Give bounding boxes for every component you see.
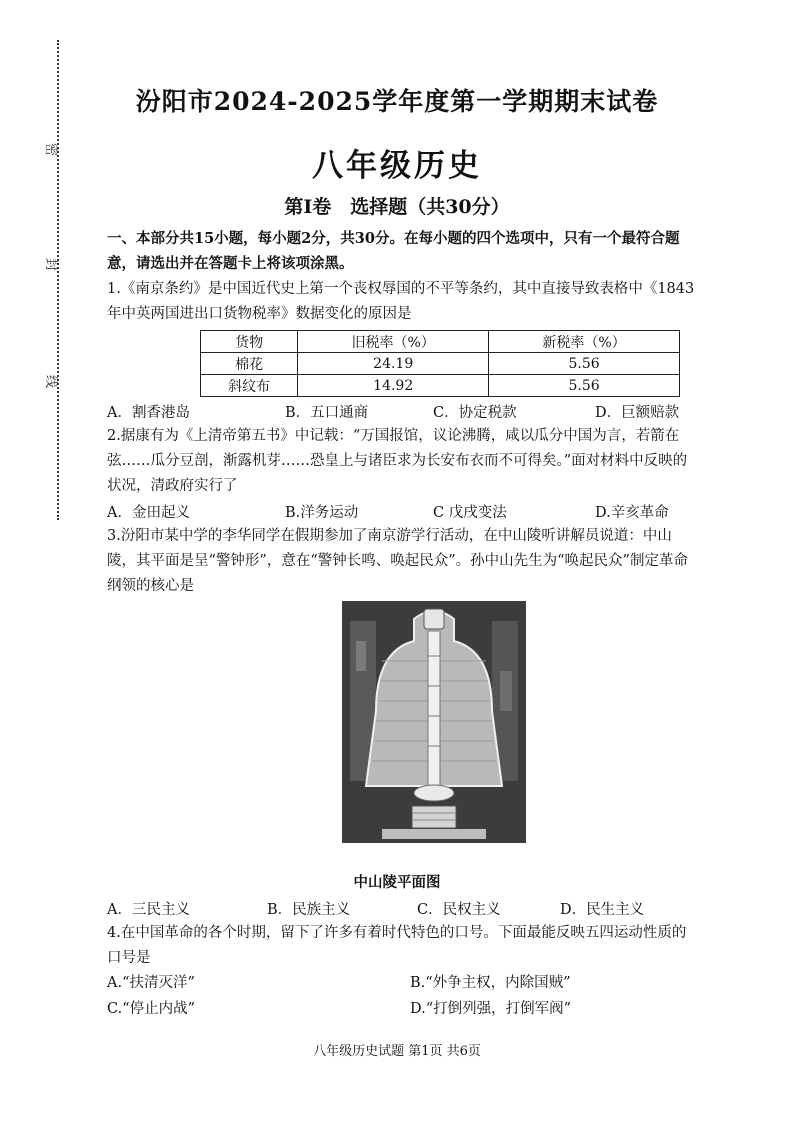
table-row xyxy=(201,375,680,397)
option-b[interactable]: B．民族主义 xyxy=(267,902,351,918)
table-row xyxy=(201,353,680,375)
figure-caption: 中山陵平面图 xyxy=(353,874,441,891)
instructions: 一、本部分共15小题，每小题2分，共30分。在每小题的四个选项中，只有一个最符合题意，请选出并在答题卡上将该项涂黑。 xyxy=(107,230,680,272)
binding-char-xian: 线 xyxy=(43,374,59,389)
option-d[interactable]: D．民生主义 xyxy=(560,902,645,918)
option-a[interactable]: A．金田起义 xyxy=(107,505,190,521)
question-3-options xyxy=(107,898,697,920)
mausoleum-plan-drawing xyxy=(342,601,526,843)
page-footer: 八年级历史试题 第1页 共6页 xyxy=(313,1044,481,1059)
question-2-options xyxy=(107,501,697,523)
option-d[interactable]: D．巨额赔款 xyxy=(595,405,680,421)
option-d[interactable]: D.辛亥革命 xyxy=(595,505,669,521)
option-c[interactable]: C 戊戌变法 xyxy=(433,505,507,521)
question-4-stem: 4.在中国革命的各个时期，留下了许多有着时代特色的口号。下面最能反映五四运动性质的口号是 xyxy=(107,925,687,966)
option-c[interactable]: C．协定税款 xyxy=(433,405,517,421)
binding-char-feng: 封 xyxy=(43,257,59,272)
option-c[interactable]: C．民权主义 xyxy=(417,902,501,918)
tax-rate-table xyxy=(200,330,680,397)
option-a[interactable]: A．割香港岛 xyxy=(107,405,190,421)
option-a[interactable]: A.“扶清灭洋” xyxy=(107,975,195,991)
table-header-cell: 旧税率（%） xyxy=(298,331,489,353)
option-b[interactable]: B.“外争主权，内除国贼” xyxy=(410,975,571,991)
question-4-options-row-2 xyxy=(107,997,697,1019)
question-1-options xyxy=(107,401,697,423)
table-cell: 5.56 xyxy=(489,353,680,375)
exam-title: 汾阳市2024-2025学年度第一学期期末试卷 xyxy=(135,87,659,116)
table-cell: 14.92 xyxy=(298,375,489,397)
table-header-row xyxy=(201,331,680,353)
table-cell: 5.56 xyxy=(489,375,680,397)
option-c[interactable]: C.“停止内战” xyxy=(107,1001,196,1017)
question-3-stem: 3.汾阳市某中学的李华同学在假期参加了南京游学行活动，在中山陵听讲解员说道：中山陵，其平面是呈“警钟形”，意在“警钟长鸣、唤起民众”。孙中山先生为“唤起民众”制定革命纲领的核心是 xyxy=(107,528,688,594)
question-1-stem: 1.《南京条约》是中国近代史上第一个丧权辱国的不平等条约，其中直接导致表格中《1843年中英两国进出口货物税率》数据变化的原因是 xyxy=(107,281,695,322)
question-4-options-row-1 xyxy=(107,971,697,993)
table-cell: 棉花 xyxy=(201,353,298,375)
exam-subject: 八年级历史 xyxy=(312,148,482,184)
table-header-cell: 新税率（%） xyxy=(489,331,680,353)
table-header-cell: 货物 xyxy=(201,331,298,353)
table-cell: 斜纹布 xyxy=(201,375,298,397)
binding-char-seal: 密 xyxy=(43,142,59,157)
question-2-stem: 2.据康有为《上清帝第五书》中记载：“万国报馆，议论沸腾，咸以瓜分中国为言，若箭在弦……瓜分豆剖，渐露机芽……恐皇上与诸臣求为长安布衣而不可得矣。”面对材料中反映的状况，清政府实行了 xyxy=(107,428,688,494)
option-a[interactable]: A．三民主义 xyxy=(107,902,190,918)
option-b[interactable]: B.洋务运动 xyxy=(285,505,359,521)
option-b[interactable]: B．五口通商 xyxy=(285,405,369,421)
table-cell: 24.19 xyxy=(298,353,489,375)
option-d[interactable]: D.“打倒列强，打倒军阀” xyxy=(410,1001,572,1017)
section-heading: 第Ⅰ卷 选择题（共30分） xyxy=(284,196,510,218)
zhongshan-mausoleum-plan-image xyxy=(342,601,526,843)
